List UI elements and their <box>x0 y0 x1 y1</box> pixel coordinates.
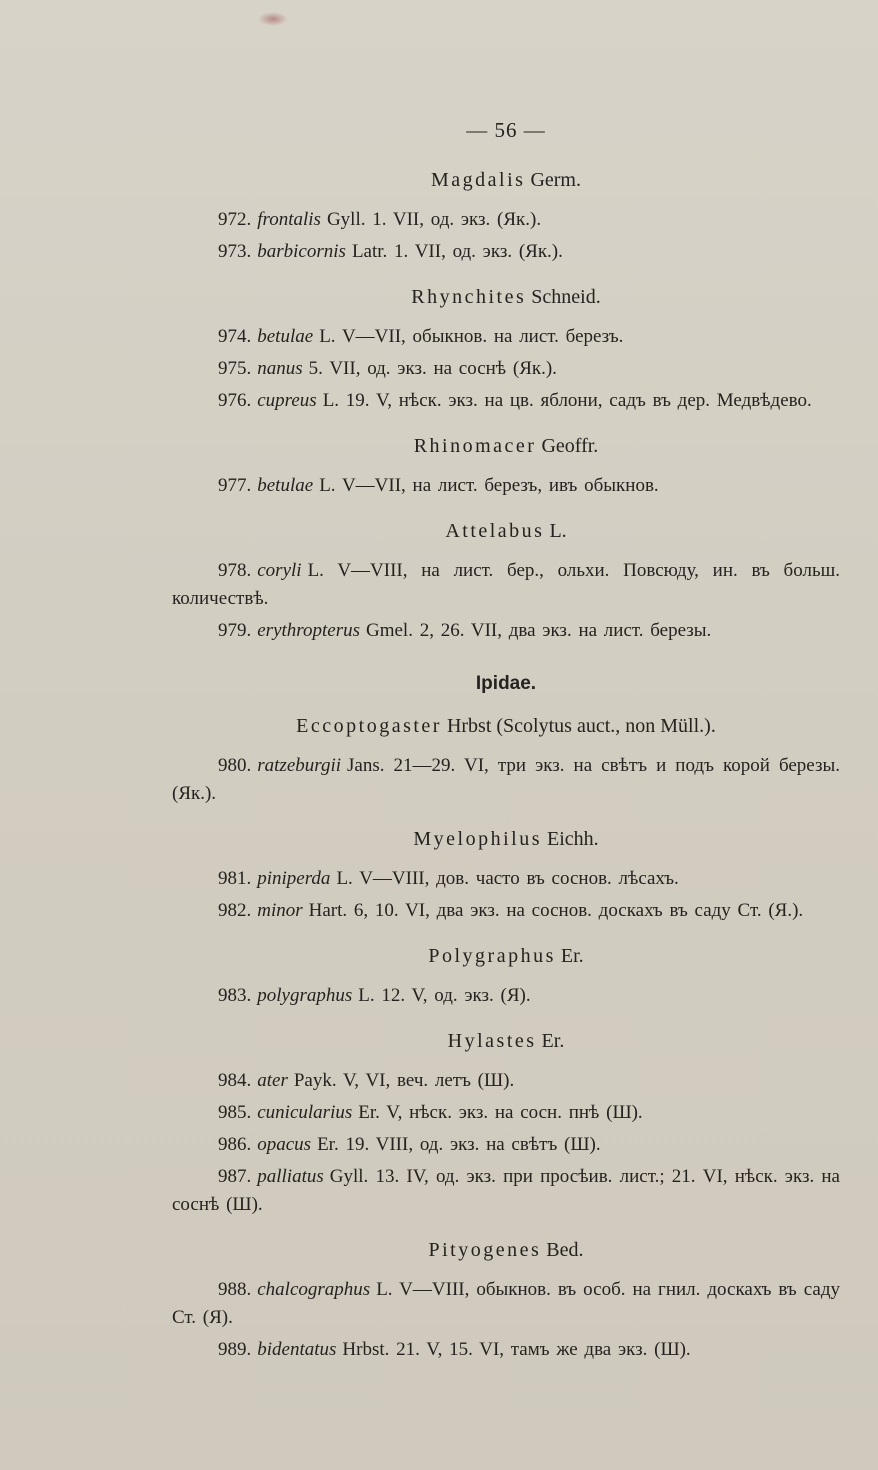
species-name: ater <box>257 1070 288 1091</box>
entry-text: L. V—VIII, на лист. бер., ольхи. Повсюду, ин. въ больш. количествѣ. <box>172 560 840 609</box>
species-name: barbicornis <box>257 241 346 262</box>
genus-author: Schneid. <box>531 286 601 308</box>
entry-text: Er. V, нѣск. экз. на сосн. пнѣ (Ш). <box>358 1102 643 1123</box>
entry-text: Hart. 6, 10. VI, два экз. на соснов. доскахъ въ саду Ст. (Я.). <box>308 900 804 921</box>
entry-number: 984. <box>218 1070 252 1091</box>
species-name: frontalis <box>257 209 321 230</box>
entry-text: L. V—VIII, обыкнов. въ особ. на гнил. доскахъ въ саду Ст. (Я). <box>172 1279 840 1328</box>
species-name: nanus <box>257 358 303 379</box>
entry-number: 974. <box>218 326 252 347</box>
species-name: erythropterus <box>257 620 360 641</box>
species-entry <box>172 1099 840 1127</box>
species-name: betulae <box>257 326 314 347</box>
genus-name: Rhynchites <box>411 286 527 308</box>
entry-number: 986. <box>218 1134 252 1155</box>
genus-author: Bed. <box>546 1239 584 1261</box>
species-entry <box>172 617 840 645</box>
entry-number: 989. <box>218 1339 252 1360</box>
species-entry <box>172 1163 840 1219</box>
entry-text: Hrbst. 21. V, 15. VI, тамъ же два экз. (Ш). <box>342 1339 691 1360</box>
species-entry <box>172 1336 840 1364</box>
genus-author: Er. <box>560 945 584 967</box>
genus-name: Myelophilus <box>413 828 542 850</box>
species-entry <box>172 897 840 925</box>
entry-number: 988. <box>218 1279 252 1300</box>
species-entry <box>172 1276 840 1332</box>
entry-number: 977. <box>218 475 252 496</box>
genus-heading <box>172 435 840 458</box>
entry-text: 5. VII, од. экз. на соснѣ (Як.). <box>308 358 557 379</box>
genus-name: Rhinomacer <box>413 435 537 457</box>
species-name: palliatus <box>257 1166 324 1187</box>
entry-number: 985. <box>218 1102 252 1123</box>
species-entry <box>172 238 840 266</box>
entry-text: L. V—VII, обыкнов. на лист. березъ. <box>319 326 624 347</box>
species-name: coryli <box>257 560 302 581</box>
species-name: minor <box>257 900 303 921</box>
content <box>172 169 840 1364</box>
genus-heading <box>172 828 840 851</box>
species-name: chalcographus <box>257 1279 371 1300</box>
species-name: ratzeburgii <box>257 755 341 776</box>
genus-author: L. <box>549 520 567 542</box>
genus-heading <box>172 1030 840 1053</box>
entry-number: 976. <box>218 390 252 411</box>
genus-name: Pityogenes <box>428 1239 542 1261</box>
genus-author: Eichh. <box>546 828 599 850</box>
species-entry <box>172 752 840 808</box>
entry-number: 983. <box>218 985 252 1006</box>
entry-text: L. V—VIII, дов. часто въ соснов. лѣсахъ. <box>336 868 679 889</box>
genus-name: Polygraphus <box>428 945 556 967</box>
species-name: betulae <box>257 475 314 496</box>
entry-text: L. 12. V, од. экз. (Я). <box>358 985 531 1006</box>
entry-text: Gyll. 13. IV, од. экз. при просѣив. лист.; 21. VI, нѣск. экз. на соснѣ (Ш). <box>172 1166 840 1215</box>
genus-name: Hylastes <box>447 1030 537 1052</box>
species-entry <box>172 355 840 383</box>
entry-text: Payk. V, VI, веч. летъ (Ш). <box>293 1070 515 1091</box>
species-name: polygraphus <box>257 985 353 1006</box>
species-entry <box>172 865 840 893</box>
entry-text: L. 19. V, нѣск. экз. на цв. яблони, садъ въ дер. Медвѣдево. <box>322 390 812 411</box>
entry-text: Gyll. 1. VII, од. экз. (Як.). <box>326 209 542 230</box>
text-column <box>172 118 840 1368</box>
entry-number: 982. <box>218 900 252 921</box>
entry-text: Latr. 1. VII, од. экз. (Як.). <box>351 241 563 262</box>
genus-name: Eccoptogaster <box>296 715 442 737</box>
entry-text: Er. 19. VIII, од. экз. на свѣтъ (Ш). <box>317 1134 601 1155</box>
genus-heading <box>172 945 840 968</box>
entry-number: 987. <box>218 1166 252 1187</box>
entry-number: 980. <box>218 755 252 776</box>
species-entry <box>172 472 840 500</box>
genus-author: Er. <box>541 1030 565 1052</box>
species-name: cunicularius <box>257 1102 353 1123</box>
species-entry <box>172 557 840 613</box>
entry-number: 979. <box>218 620 252 641</box>
genus-name: Attelabus <box>445 520 545 542</box>
genus-heading <box>172 520 840 543</box>
entry-text: Jans. 21—29. VI, три экз. на свѣтъ и подъ корой березы. (Як.). <box>172 755 840 804</box>
species-name: opacus <box>257 1134 312 1155</box>
entry-number: 981. <box>218 868 252 889</box>
entry-text: L. V—VII, на лист. березъ, ивъ обыкнов. <box>319 475 659 496</box>
entry-number: 975. <box>218 358 252 379</box>
genus-author: Hrbst (Scolytus auct., non Müll.). <box>446 715 716 737</box>
species-entry <box>172 206 840 234</box>
species-entry <box>172 1131 840 1159</box>
species-entry <box>172 982 840 1010</box>
genus-heading <box>172 1239 840 1262</box>
genus-heading <box>172 715 840 738</box>
entry-number: 978. <box>218 560 252 581</box>
genus-author: Geoffr. <box>541 435 599 457</box>
entry-text: Gmel. 2, 26. VII, два экз. на лист. березы. <box>365 620 712 641</box>
genus-name: Magdalis <box>431 169 526 191</box>
genus-heading <box>172 169 840 192</box>
species-name: piniperda <box>257 868 331 889</box>
genus-author: Germ. <box>530 169 581 191</box>
species-entry <box>172 387 840 415</box>
species-name: bidentatus <box>257 1339 337 1360</box>
genus-heading <box>172 286 840 309</box>
entry-number: 973. <box>218 241 252 262</box>
species-entry <box>172 323 840 351</box>
ink-smudge <box>258 12 288 26</box>
species-name: cupreus <box>257 390 317 411</box>
page-number: — 56 — <box>466 118 546 142</box>
family-heading: Ipidae. <box>475 673 537 694</box>
entry-number: 972. <box>218 209 252 230</box>
species-entry <box>172 1067 840 1095</box>
